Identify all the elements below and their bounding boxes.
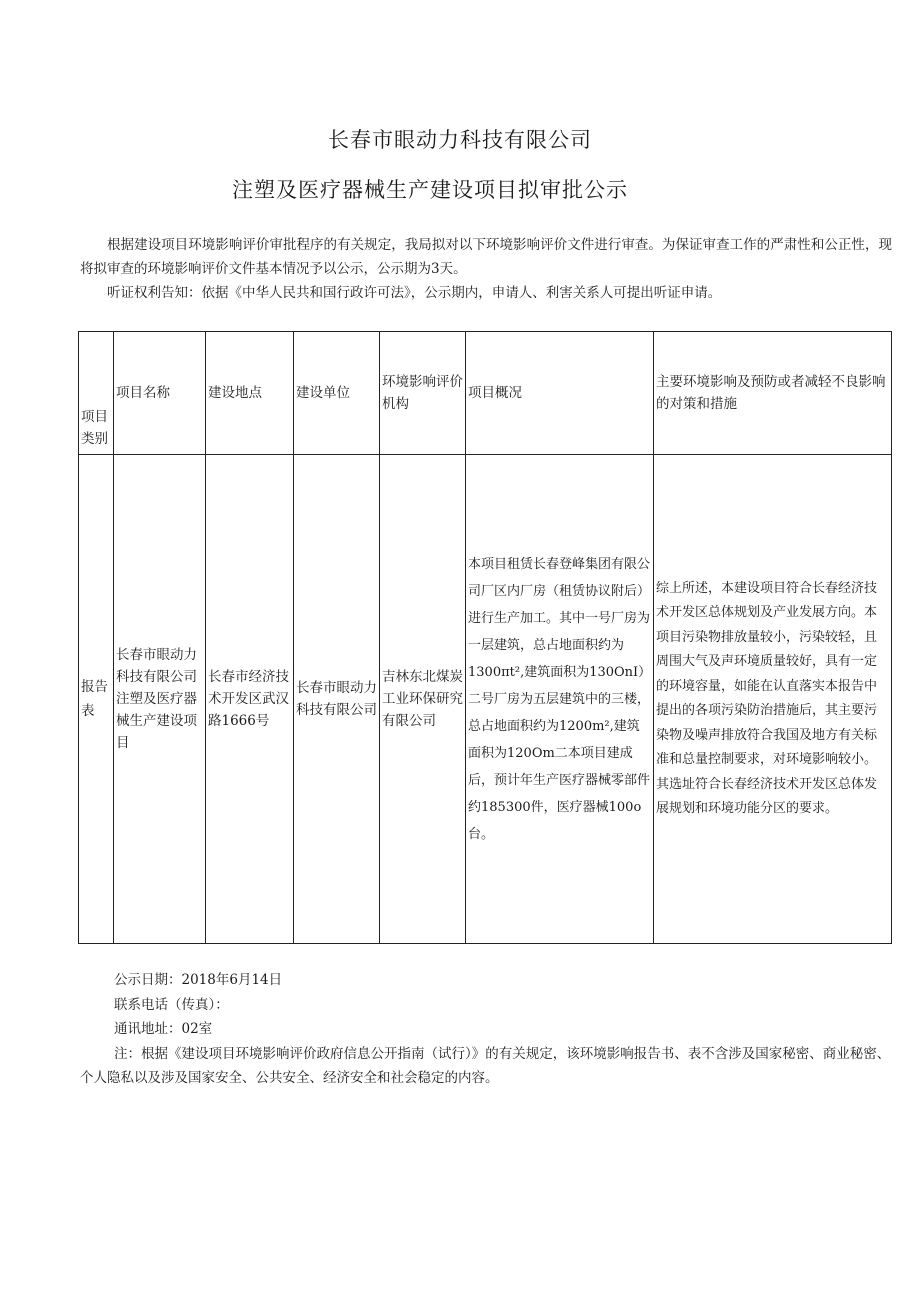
cell-measures: 综上所述，本建设项目符合长春经济技术开发区总体规划及产业发展方向。本项目污染物排放量较小，污染较轻，且周围大气及声环境质量较好，具有一定的环境容量，如能在认直落实本报告中提出的各项污染防治措施后，其主要污染物及噪声排放符合我国及地方有关标准和总量控制要求，对环境影响较小。其选址符合长春经济技术开发区总体发展规划和环境功能分区的要求。 (654, 455, 892, 944)
company-title: 长春市眼动力科技有限公司 (328, 128, 592, 152)
project-table (78, 331, 892, 944)
publish-date: 公示日期：2018年6月14日 (114, 972, 283, 988)
intro-paragraph-review: 根据建设项目环境影响评价审批程序的有关规定，我局拟对以下环境影响评价文件进行审查。为保证审查工作的严肃性和公正性，现将拟审查的环境影响评价文件基本情况予以公示，公示期为3天。 (80, 237, 892, 277)
cell-unit: 长春市眼动力科技有限公司 (294, 455, 380, 944)
cell-location: 长春市经济技术开发区武汉路1666号 (206, 455, 294, 944)
header-agency: 环境影响评价机构 (380, 332, 466, 455)
cell-project-name: 长春市眼动力科技有限公司注塑及医疗器械生产建设项目 (114, 455, 206, 944)
contact-phone: 联系电话（传真）： (114, 996, 229, 1013)
contact-address: 通讯地址：02室 (114, 1021, 213, 1037)
cell-agency: 吉林东北煤炭工业环保研究有限公司 (380, 455, 466, 944)
cell-summary: 本项目租赁长春登峰集团有限公司厂区内厂房（租赁协议附后）进行生产加工。其中一号厂房为一层建筑，总占地面积约为1300πt²,建筑面积为130OnI）二号厂房为五层建筑中的三楼，总占地面积约为1200m²,建筑面积为120Om二本项目建成后，预计年生产医疗器械零部件约185300件，医疗器械100o台。 (466, 455, 654, 944)
header-summary: 项目概况 (466, 332, 654, 455)
intro-section (80, 233, 892, 305)
header-category: 项目类别 (79, 332, 114, 455)
footer-section (80, 968, 892, 1091)
intro-paragraph-hearing: 听证权利告知：依据《中华人民共和国行政许可法》，公示期内，申请人、利害关系人可提出听证申请。 (107, 285, 722, 301)
project-title: 注塑及医疗器械生产建设项目拟审批公示 (232, 178, 628, 202)
legal-note: 注：根据《建设项目环境影响评价政府信息公开指南（试行）》的有关规定，该环境影响报告书、表不含涉及国家秘密、商业秘密、个人隐私以及涉及国家安全、公共安全、经济安全和社会稳定的内容。 (80, 1045, 891, 1086)
header-measures: 主要环境影响及预防或者减轻不良影响的对策和措施 (654, 332, 892, 455)
header-project-name: 项目名称 (114, 332, 206, 455)
header-location: 建设地点 (206, 332, 294, 455)
table-header-row (79, 332, 892, 455)
table-row (79, 455, 892, 944)
cell-category: 报告表 (79, 455, 114, 944)
header-unit: 建设单位 (294, 332, 380, 455)
